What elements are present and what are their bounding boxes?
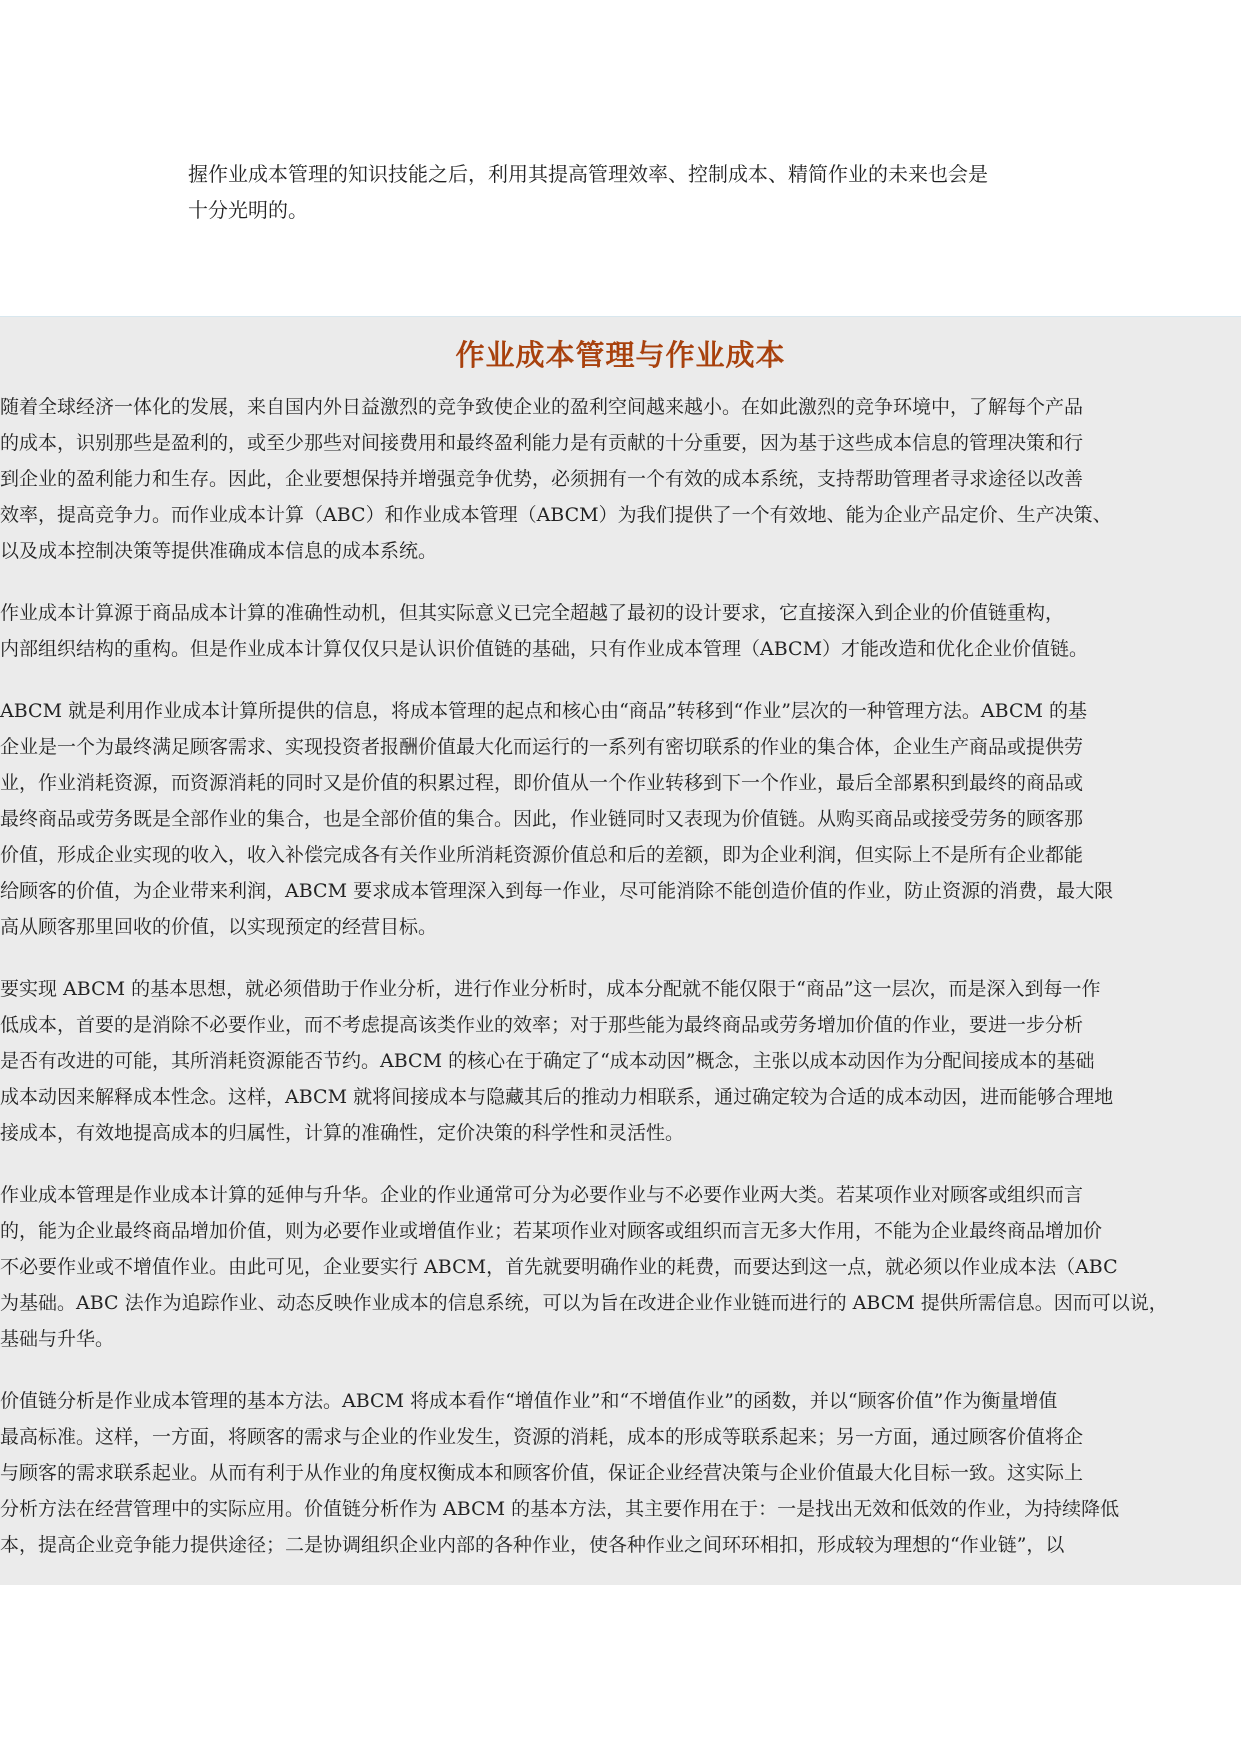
paragraph-line: 最高标准。这样，一方面，将顾客的需求与企业的作业发生，资源的消耗，成本的形成等联系起来；另一方面，通过顾客价值将企 <box>0 1426 1084 1448</box>
paragraph-line: 高从顾客那里回收的价值，以实现预定的经营目标。 <box>0 916 438 938</box>
intro-line: 握作业成本管理的知识技能之后，利用其提高管理效率、控制成本、精简作业的未来也会是 <box>188 162 988 186</box>
paragraph-line: 的成本，识别那些是盈利的，或至少那些对间接费用和最终盈利能力是有贡献的十分重要，因为基于这些成本信息的管理决策和行 <box>0 432 1084 454</box>
paragraph-line: 最终商品或劳务既是全部作业的集合，也是全部价值的集合。因此，作业链同时又表现为价值链。从购买商品或接受劳务的顾客那 <box>0 808 1084 830</box>
paragraph-line: 给顾客的价值，为企业带来利润，ABCM 要求成本管理深入到每一作业，尽可能消除不能创造价值的作业，防止资源的消费，最大限 <box>0 880 1114 902</box>
article-title: 作业成本管理与作业成本 <box>455 338 786 372</box>
intro-line: 十分光明的。 <box>188 198 308 222</box>
paragraph-line: 作业成本计算源于商品成本计算的准确性动机，但其实际意义已完全超越了最初的设计要求，它直接深入到企业的价值链重构， <box>0 602 1065 624</box>
paragraph-line: 业，作业消耗资源，而资源消耗的同时又是价值的积累过程，即价值从一个作业转移到下一个作业，最后全部累积到最终的商品或 <box>0 772 1084 794</box>
article-paragraph <box>0 1383 1241 1563</box>
intro-paragraph <box>188 156 1088 228</box>
article-paragraph <box>0 971 1241 1151</box>
paragraph-line: 随着全球经济一体化的发展，来自国内外日益激烈的竞争致使企业的盈利空间越来越小。在如此激烈的竞争环境中，了解每个产品 <box>0 396 1084 418</box>
article-paragraph <box>0 389 1241 569</box>
paragraph-line: 到企业的盈利能力和生存。因此，企业要想保持并增强竞争优势，必须拥有一个有效的成本系统，支持帮助管理者寻求途径以改善 <box>0 468 1084 490</box>
article-paragraph <box>0 693 1241 945</box>
paragraph-line: 要实现 ABCM 的基本思想，就必须借助于作业分析，进行作业分析时，成本分配就不能仅限于“商品”这一层次，而是深入到每一作 <box>0 978 1101 1000</box>
paragraph-line: 成本动因来解释成本性念。这样，ABCM 就将间接成本与隐藏其后的推动力相联系，通过确定较为合适的成本动因，进而能够合理地 <box>0 1086 1114 1108</box>
paragraph-line: 价值链分析是作业成本管理的基本方法。ABCM 将成本看作“增值作业”和“不增值作业”的函数，并以“顾客价值”作为衡量增值 <box>0 1390 1058 1412</box>
paragraph-line: 与顾客的需求联系起业。从而有利于从作业的角度权衡成本和顾客价值，保证企业经营决策与企业价值最大化目标一致。这实际上 <box>0 1462 1084 1484</box>
article-paragraph <box>0 595 1241 667</box>
paragraph-line: 本，提高企业竞争能力提供途径；二是协调组织企业内部的各种作业，使各种作业之间环环相扣，形成较为理想的“作业链”，以 <box>0 1534 1065 1556</box>
paragraph-line: ABCM 就是利用作业成本计算所提供的信息，将成本管理的起点和核心由“商品”转移到“作业”层次的一种管理方法。ABCM 的基 <box>0 700 1087 722</box>
paragraph-line: 价值，形成企业实现的收入，收入补偿完成各有关作业所消耗资源价值总和后的差额，即为企业利润，但实际上不是所有企业都能 <box>0 844 1084 866</box>
paragraph-line: 的，能为企业最终商品增加价值，则为必要作业或增值作业；若某项作业对顾客或组织而言无多大作用，不能为企业最终商品增加价 <box>0 1220 1103 1242</box>
paragraph-line: 企业是一个为最终满足顾客需求、实现投资者报酬价值最大化而运行的一系列有密切联系的作业的集合体，企业生产商品或提供劳 <box>0 736 1084 758</box>
article-section <box>0 316 1241 1585</box>
paragraph-line: 是否有改进的可能，其所消耗资源能否节约。ABCM 的核心在于确定了“成本动因”概念，主张以成本动因作为分配间接成本的基础 <box>0 1050 1095 1072</box>
paragraph-line: 效率，提高竞争力。而作业成本计算（ABC）和作业成本管理（ABCM）为我们提供了一个有效地、能为企业产品定价、生产决策、 <box>0 504 1112 526</box>
paragraph-line: 作业成本管理是作业成本计算的延伸与升华。企业的作业通常可分为必要作业与不必要作业两大类。若某项作业对顾客或组织而言 <box>0 1184 1084 1206</box>
paragraph-line: 接成本，有效地提高成本的归属性，计算的准确性，定价决策的科学性和灵活性。 <box>0 1122 685 1144</box>
paragraph-line: 低成本，首要的是消除不必要作业，而不考虑提高该类作业的效率；对于那些能为最终商品或劳务增加价值的作业，要进一步分析 <box>0 1014 1084 1036</box>
paragraph-line: 以及成本控制决策等提供准确成本信息的成本系统。 <box>0 540 438 562</box>
paragraph-line: 不必要作业或不增值作业。由此可见，企业要实行 ABCM，首先就要明确作业的耗费，而要达到这一点，就必须以作业成本法（ABC <box>0 1256 1118 1278</box>
article-body <box>0 389 1241 1585</box>
paragraph-line: 内部组织结构的重构。但是作业成本计算仅仅只是认识价值链的基础，只有作业成本管理（ABCM）才能改造和优化企业价值链。 <box>0 638 1089 660</box>
paragraph-line: 基础与升华。 <box>0 1328 115 1350</box>
article-paragraph <box>0 1177 1241 1357</box>
paragraph-line: 为基础。ABC 法作为追踪作业、动态反映作业成本的信息系统，可以为旨在改进企业作业链而进行的 ABCM 提供所需信息。因而可以说， <box>0 1292 1168 1314</box>
paragraph-line: 分析方法在经营管理中的实际应用。价值链分析作为 ABCM 的基本方法，其主要作用在于：一是找出无效和低效的作业，为持续降低 <box>0 1498 1120 1520</box>
